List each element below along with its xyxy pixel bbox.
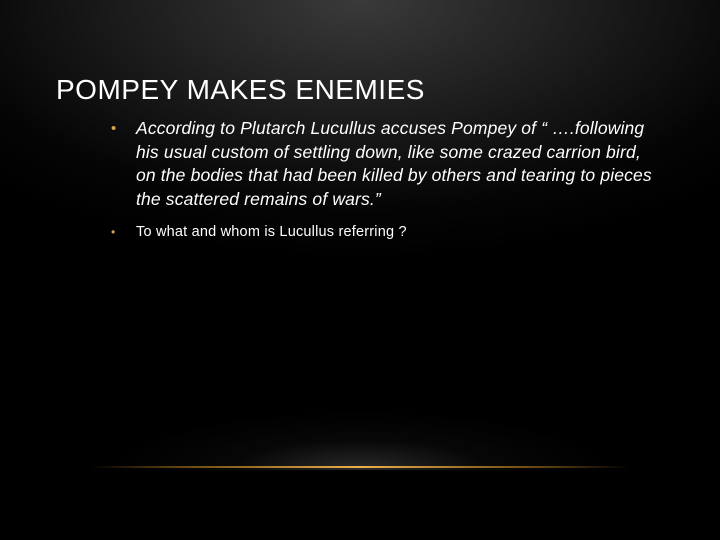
- bottom-glow: [110, 400, 610, 470]
- bullet-item-quote: [105, 117, 665, 211]
- bullet-dot-icon: •: [111, 225, 116, 239]
- accent-divider-line: [90, 466, 630, 468]
- bullet-text-quote: According to Plutarch Lucullus accuses Pompey of “ ….following his usual custom of settling down, like some crazed carrion bird, on the bodies that had been killed by others and tearing to pieces the scattered remains of wars.”: [136, 118, 652, 209]
- bullet-list: [105, 117, 665, 243]
- bullet-dot-icon: •: [111, 120, 117, 137]
- bullet-item-question: [105, 221, 665, 243]
- slide-title: POMPEY MAKES ENEMIES: [56, 74, 425, 105]
- bullet-text-question: To what and whom is Lucullus referring ?: [136, 224, 407, 240]
